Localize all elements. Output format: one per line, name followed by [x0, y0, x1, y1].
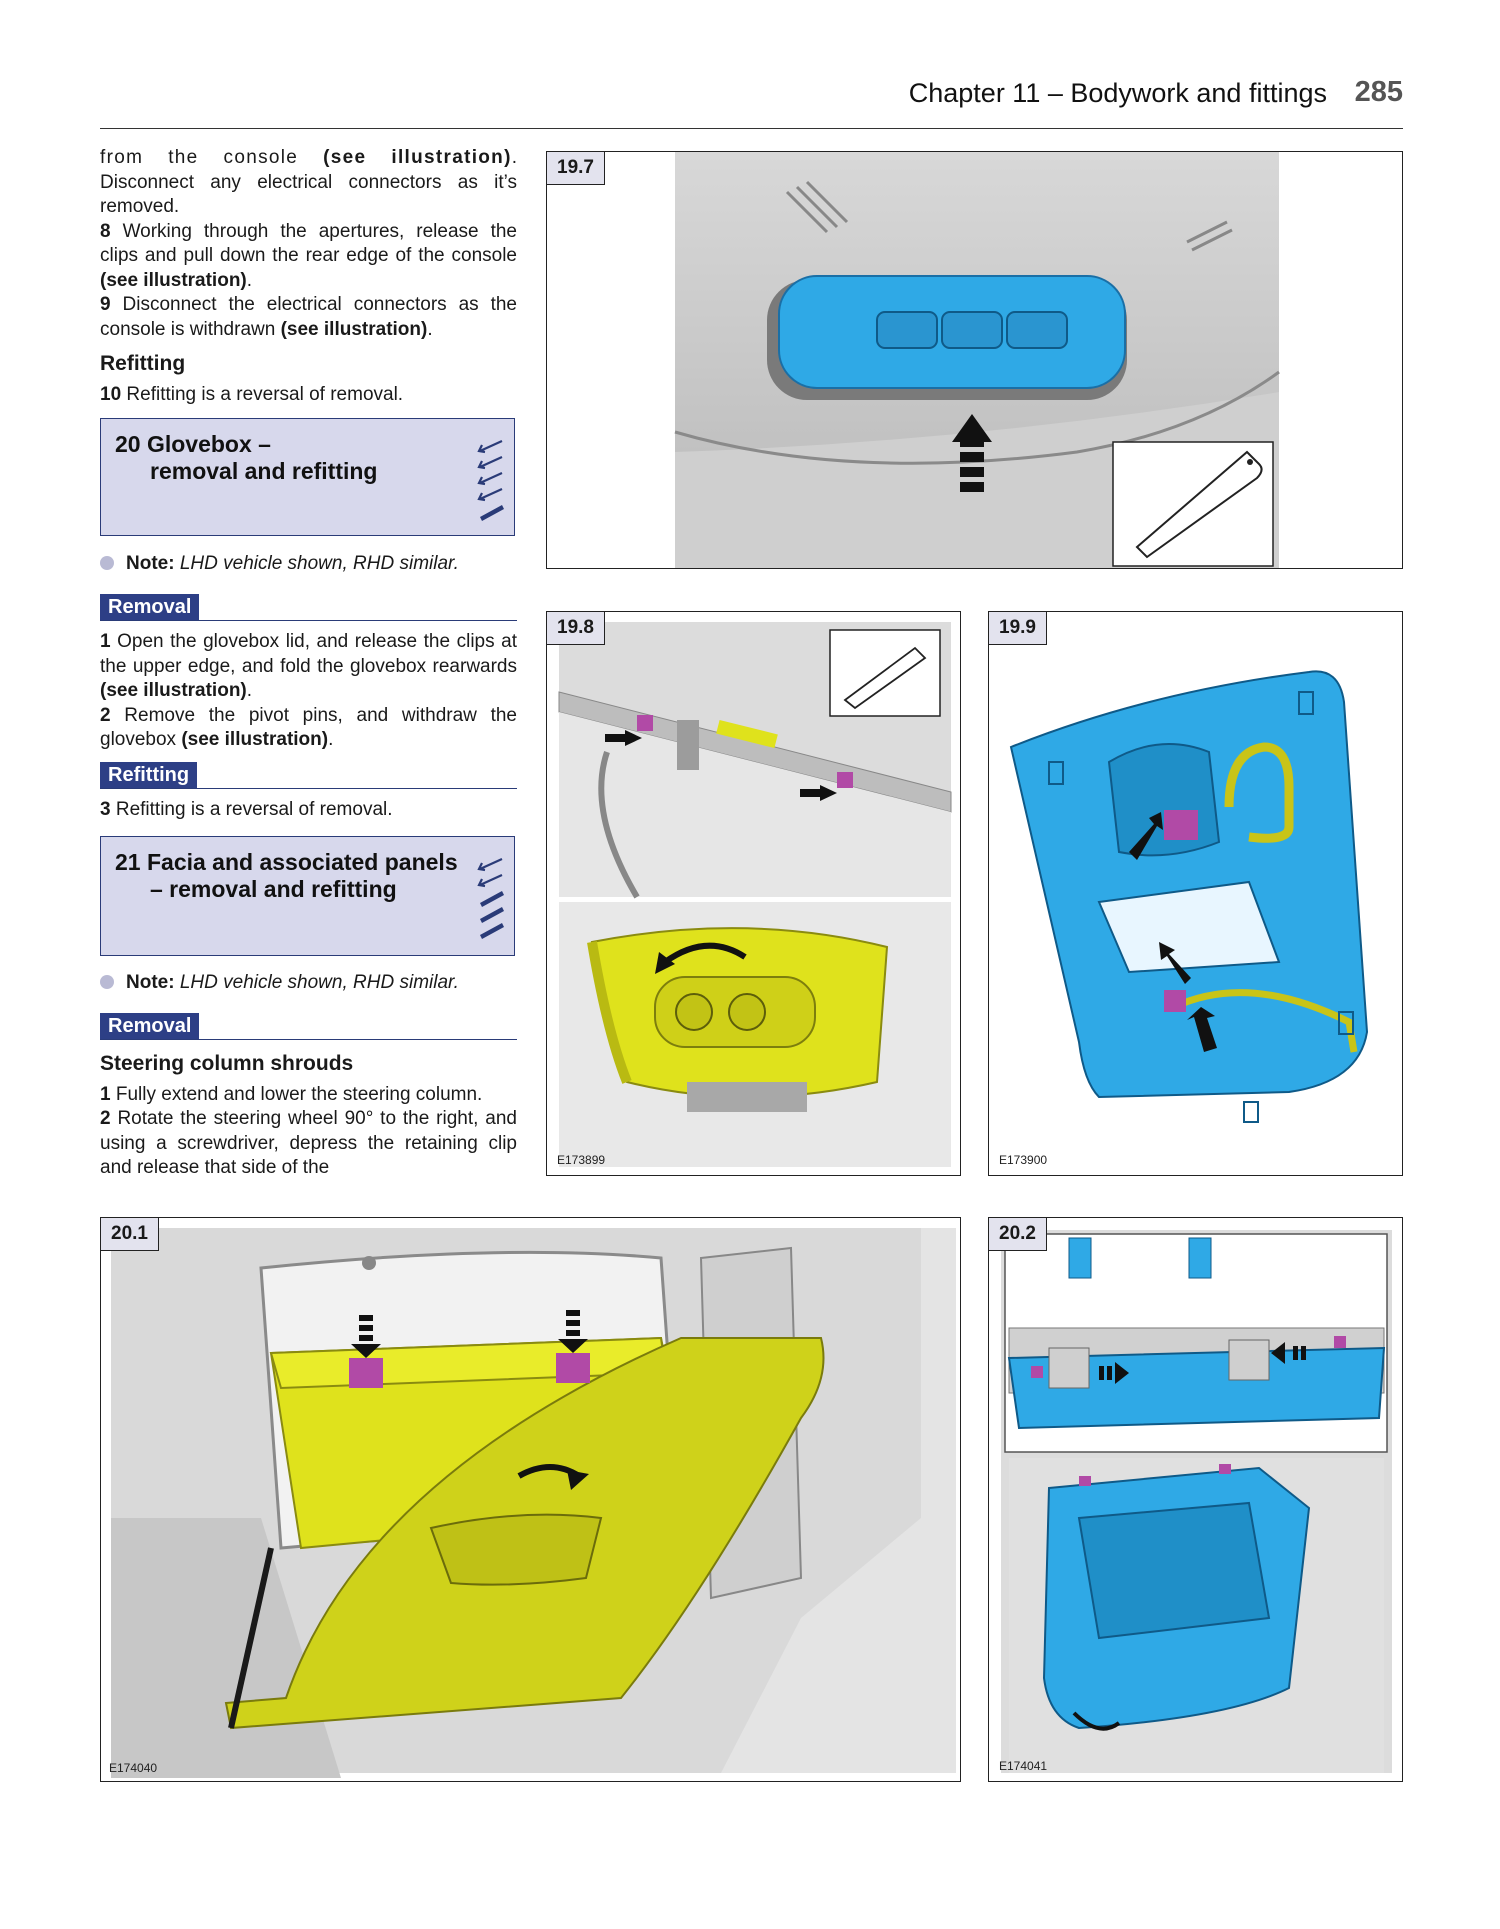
- section-20-box: [100, 418, 515, 536]
- paragraph-9: 9 Disconnect the electrical connectors as the console is withdrawn (see illustration).: [100, 294, 517, 340]
- overhead-console-illustration: [547, 152, 1403, 569]
- refitting-bar: Refitting: [100, 762, 517, 789]
- paragraph-8: 8 Working through the apertures, release the clips and pull down the rear edge of the console (see illustration).: [100, 220, 517, 291]
- paragraph-10: 10 Refitting is a reversal of removal.: [100, 383, 404, 405]
- removal-bar-1: Removal: [100, 594, 517, 621]
- bullet-icon: [100, 556, 114, 570]
- figure-label: 20.1: [101, 1218, 159, 1251]
- figure-19-9: [988, 611, 1403, 1176]
- glovebox-illustration: [101, 1218, 961, 1782]
- section-21-title: 21 Facia and associated panels – removal and refitting: [115, 849, 458, 902]
- paragraph-s2: 2 Rotate the steering wheel 90° to the right, and using a screwdriver, depress the retaining clip and release that side of the: [100, 1108, 517, 1178]
- figure-label: 19.7: [547, 152, 605, 185]
- note-21: Note: LHD vehicle shown, RHD similar.: [100, 972, 459, 994]
- figure-19-8: [546, 611, 961, 1176]
- figure-label: 19.8: [547, 612, 605, 645]
- figure-20-2: [988, 1217, 1403, 1782]
- removal-bar-2: Removal: [100, 1013, 517, 1040]
- glovebox-clip-illustration: [547, 612, 961, 1176]
- steering-heading: Steering column shrouds: [100, 1052, 354, 1075]
- page-number: 285: [1354, 76, 1403, 108]
- paragraph-s1: 1 Fully extend and lower the steering column.: [100, 1083, 483, 1105]
- paragraph-r2: 2 Remove the pivot pins, and withdraw the glovebox (see illustration).: [100, 704, 517, 750]
- bullet-icon: [100, 975, 114, 989]
- page-header: [100, 78, 1403, 129]
- figure-code: E174040: [109, 1761, 158, 1775]
- text-block-glovebox: [100, 630, 517, 753]
- spanner-rating-icon: [476, 855, 508, 945]
- paragraph-continued: from the console (see illustration). Disconnect any electrical connectors as it’s removed.: [100, 147, 518, 217]
- figure-20-1: [100, 1217, 961, 1782]
- paragraph-3: 3 Refitting is a reversal of removal.: [100, 799, 393, 820]
- figure-code: E174041: [999, 1759, 1048, 1773]
- figure-19-7: [546, 151, 1403, 569]
- glovebox-removal-illustration: [989, 1218, 1403, 1782]
- refitting-heading: Refitting: [100, 352, 186, 375]
- chapter-title: Chapter 11 – Bodywork and fittings: [908, 78, 1327, 108]
- section-21-box: [100, 836, 515, 956]
- note-20: Note: LHD vehicle shown, RHD similar.: [100, 553, 459, 575]
- section-20-title: 20 Glovebox – removal and refitting: [115, 431, 378, 484]
- overhead-console-rear-illustration: [989, 612, 1403, 1176]
- figure-label: 20.2: [989, 1218, 1047, 1251]
- text-block-steering: [100, 1048, 517, 1181]
- figure-code: E173899: [557, 1153, 606, 1167]
- paragraph-r1: 1 Open the glovebox lid, and release the clips at the upper edge, and fold the glovebox rearwards (see illustration).: [100, 631, 517, 701]
- text-block-refit: [100, 798, 517, 823]
- text-block-console: [100, 146, 517, 407]
- figure-label: 19.9: [989, 612, 1047, 645]
- figure-code: E173900: [999, 1153, 1048, 1167]
- spanner-rating-icon: [476, 437, 508, 527]
